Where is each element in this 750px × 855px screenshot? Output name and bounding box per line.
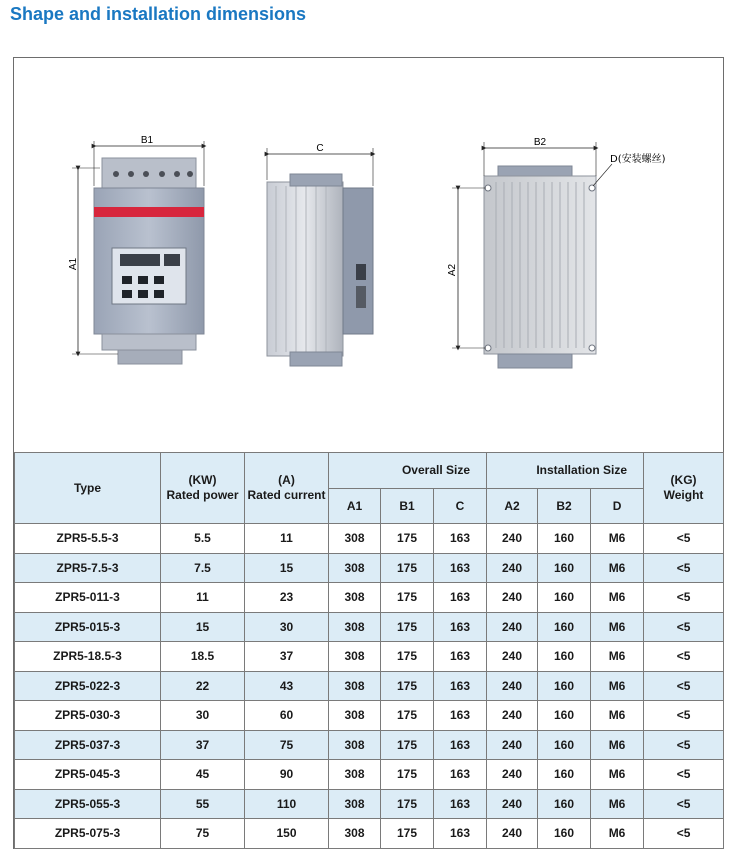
cell-weight: <5: [644, 789, 724, 819]
cell-type: ZPR5-037-3: [15, 730, 161, 760]
table-row: [15, 642, 724, 672]
cell-b1: 175: [381, 730, 434, 760]
cell-power: 22: [161, 671, 245, 701]
label-d: D(安装螺丝): [610, 154, 666, 165]
header-overall-size: Overall Size: [329, 453, 487, 489]
cell-current: 43: [245, 671, 329, 701]
cell-d: M6: [591, 819, 644, 849]
cell-a2: 240: [487, 819, 538, 849]
header-weight-label: Weight: [663, 488, 704, 502]
label-a1: A1: [68, 257, 79, 271]
cell-weight: <5: [644, 819, 724, 849]
cell-b2: 160: [538, 760, 591, 790]
cell-c: 163: [434, 789, 487, 819]
table-row: [15, 730, 724, 760]
cell-power: 5.5: [161, 524, 245, 554]
cell-type: ZPR5-7.5-3: [15, 553, 161, 583]
cell-power: 30: [161, 701, 245, 731]
cell-a1: 308: [329, 612, 381, 642]
cell-b1: 175: [381, 819, 434, 849]
cell-b2: 160: [538, 789, 591, 819]
cell-type: ZPR5-011-3: [15, 583, 161, 613]
cell-b1: 175: [381, 524, 434, 554]
cell-power: 15: [161, 612, 245, 642]
cell-a2: 240: [487, 583, 538, 613]
cell-a1: 308: [329, 553, 381, 583]
cell-b2: 160: [538, 553, 591, 583]
cell-d: M6: [591, 701, 644, 731]
cell-c: 163: [434, 524, 487, 554]
cell-type: ZPR5-015-3: [15, 612, 161, 642]
cell-b1: 175: [381, 612, 434, 642]
cell-a2: 240: [487, 553, 538, 583]
cell-c: 163: [434, 553, 487, 583]
cell-b1: 175: [381, 789, 434, 819]
cell-d: M6: [591, 583, 644, 613]
cell-type: ZPR5-055-3: [15, 789, 161, 819]
cell-power: 7.5: [161, 553, 245, 583]
cell-weight: <5: [644, 583, 724, 613]
cell-b2: 160: [538, 612, 591, 642]
cell-weight: <5: [644, 612, 724, 642]
cell-c: 163: [434, 760, 487, 790]
cell-d: M6: [591, 553, 644, 583]
cell-c: 163: [434, 671, 487, 701]
cell-type: ZPR5-022-3: [15, 671, 161, 701]
table-row: [15, 701, 724, 731]
header-installation-size: Installation Size: [487, 453, 644, 489]
header-weight-unit: (KG): [670, 473, 697, 487]
spec-table: [14, 452, 724, 849]
cell-b2: 160: [538, 583, 591, 613]
product-drawings: [14, 58, 723, 452]
cell-d: M6: [591, 671, 644, 701]
cell-a1: 308: [329, 524, 381, 554]
cell-b1: 175: [381, 701, 434, 731]
cell-current: 30: [245, 612, 329, 642]
header-b1: B1: [381, 489, 434, 524]
cell-a2: 240: [487, 524, 538, 554]
cell-a1: 308: [329, 671, 381, 701]
header-current-unit: (A): [278, 473, 295, 487]
cell-power: 55: [161, 789, 245, 819]
label-b1: B1: [140, 135, 154, 146]
cell-c: 163: [434, 819, 487, 849]
cell-a2: 240: [487, 671, 538, 701]
cell-b1: 175: [381, 760, 434, 790]
cell-b1: 175: [381, 583, 434, 613]
page-title: Shape and installation dimensions: [10, 4, 307, 24]
cell-a1: 308: [329, 730, 381, 760]
header-power-unit: (KW): [188, 473, 217, 487]
cell-a1: 308: [329, 583, 381, 613]
cell-weight: <5: [644, 701, 724, 731]
table-row: [15, 553, 724, 583]
table-row: [15, 524, 724, 554]
cell-current: 37: [245, 642, 329, 672]
cell-a1: 308: [329, 789, 381, 819]
table-row: [15, 671, 724, 701]
table-row: [15, 612, 724, 642]
cell-a2: 240: [487, 789, 538, 819]
cell-d: M6: [591, 524, 644, 554]
cell-a2: 240: [487, 701, 538, 731]
cell-weight: <5: [644, 730, 724, 760]
cell-d: M6: [591, 789, 644, 819]
cell-weight: <5: [644, 524, 724, 554]
cell-current: 23: [245, 583, 329, 613]
cell-type: ZPR5-045-3: [15, 760, 161, 790]
header-power-label: Rated power: [166, 488, 239, 502]
header-c: C: [434, 489, 487, 524]
cell-b2: 160: [538, 730, 591, 760]
cell-current: 150: [245, 819, 329, 849]
cell-a1: 308: [329, 760, 381, 790]
header-a1: A1: [329, 489, 381, 524]
cell-power: 75: [161, 819, 245, 849]
front-view: [72, 141, 204, 364]
cell-current: 90: [245, 760, 329, 790]
side-view: [267, 148, 373, 366]
cell-c: 163: [434, 612, 487, 642]
cell-a1: 308: [329, 819, 381, 849]
cell-weight: <5: [644, 760, 724, 790]
cell-current: 60: [245, 701, 329, 731]
header-current-label: Rated current: [247, 488, 326, 502]
cell-power: 37: [161, 730, 245, 760]
cell-c: 163: [434, 730, 487, 760]
cell-a1: 308: [329, 642, 381, 672]
table-row: [15, 583, 724, 613]
dimensions-panel: [13, 57, 724, 849]
cell-weight: <5: [644, 642, 724, 672]
cell-power: 11: [161, 583, 245, 613]
cell-b2: 160: [538, 701, 591, 731]
cell-b2: 160: [538, 524, 591, 554]
table-row: [15, 760, 724, 790]
cell-current: 11: [245, 524, 329, 554]
cell-b1: 175: [381, 671, 434, 701]
label-a2: A2: [447, 263, 458, 277]
cell-current: 110: [245, 789, 329, 819]
label-b2: B2: [533, 137, 547, 148]
dimension-drawing: [14, 58, 723, 452]
cell-type: ZPR5-075-3: [15, 819, 161, 849]
cell-b1: 175: [381, 642, 434, 672]
back-view: [452, 142, 612, 368]
cell-power: 45: [161, 760, 245, 790]
cell-b2: 160: [538, 671, 591, 701]
cell-type: ZPR5-030-3: [15, 701, 161, 731]
header-rated-power: [161, 453, 245, 524]
header-a2: A2: [487, 489, 538, 524]
cell-weight: <5: [644, 553, 724, 583]
cell-d: M6: [591, 730, 644, 760]
cell-weight: <5: [644, 671, 724, 701]
header-weight: [644, 453, 724, 524]
cell-d: M6: [591, 760, 644, 790]
cell-current: 15: [245, 553, 329, 583]
cell-power: 18.5: [161, 642, 245, 672]
cell-type: ZPR5-5.5-3: [15, 524, 161, 554]
cell-a1: 308: [329, 701, 381, 731]
header-b2: B2: [538, 489, 591, 524]
cell-current: 75: [245, 730, 329, 760]
table-row: [15, 789, 724, 819]
cell-b2: 160: [538, 819, 591, 849]
label-c: C: [316, 143, 324, 154]
cell-d: M6: [591, 642, 644, 672]
header-type: Type: [15, 453, 161, 524]
cell-a2: 240: [487, 612, 538, 642]
cell-c: 163: [434, 642, 487, 672]
cell-c: 163: [434, 583, 487, 613]
header-d: D: [591, 489, 644, 524]
cell-b2: 160: [538, 642, 591, 672]
cell-a2: 240: [487, 760, 538, 790]
table-row: [15, 819, 724, 849]
cell-c: 163: [434, 701, 487, 731]
cell-d: M6: [591, 612, 644, 642]
cell-b1: 175: [381, 553, 434, 583]
cell-type: ZPR5-18.5-3: [15, 642, 161, 672]
header-rated-current: [245, 453, 329, 524]
cell-a2: 240: [487, 730, 538, 760]
cell-a2: 240: [487, 642, 538, 672]
